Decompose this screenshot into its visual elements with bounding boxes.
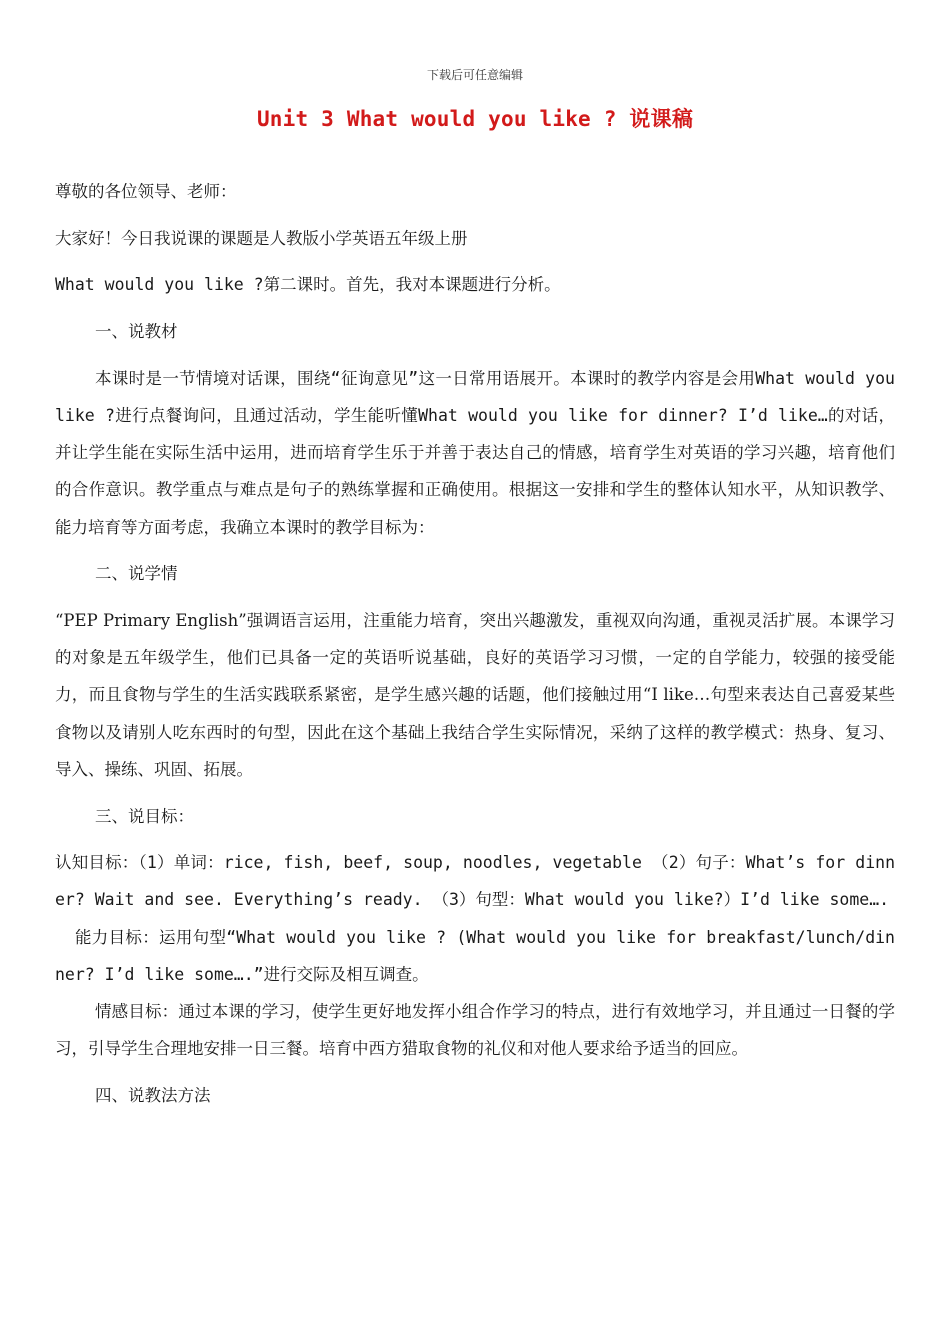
intro-paragraph-1: 大家好！今日我说课的课题是人教版小学英语五年级上册 — [55, 228, 468, 248]
ability-objective-paragraph: 能力目标：运用句型“What would you like ? (What would you like for breakfast/lunch/dinner? I’d like some….”进行交际及相互调查。 — [55, 927, 895, 984]
header-note: 下载后可任意编辑 — [426, 68, 523, 82]
section-heading-students: 二、说学情 — [95, 564, 178, 584]
emotion-objective-paragraph: 情感目标：通过本课的学习，使学生更好地发挥小组合作学习的特点，进行有效地学习，并且通过一日餐的学习，引导学生合理地安排一日三餐。培育中西方猎取食物的礼仪和对他人要求给予适当的回应。 — [55, 1002, 895, 1059]
cognitive-objective-paragraph: 认知目标：（1）单词：rice, fish, beef, soup, noodles, vegetable （2）句子：What’s for dinner? Wait and see. Everything’s ready. （3）句型：What would you like?）I’d like some…. — [55, 853, 895, 910]
section-heading-objectives: 三、说目标： — [95, 806, 194, 826]
document-body — [55, 173, 895, 1114]
intro-paragraph-2: What would you like ?第二课时。首先，我对本课题进行分析。 — [55, 275, 561, 295]
section-heading-methods: 四、说教法方法 — [95, 1085, 211, 1105]
materials-paragraph: 本课时是一节情境对话课，围绕“征询意见”这一日常用语展开。本课时的教学内容是会用What would you like ?进行点餐询问，且通过活动，学生能听懂What would you like for dinner? I’d like…的对话，并让学生能在实际生活中运用，进而培育学生乐于并善于表达自己的情感，培育学生对英语的学习兴趣，培育他们的合作意识。教学重点与难点是句子的熟练掌握和正确使用。根据这一安排和学生的整体认知水平，从知识教学、能力培育等方面考虑，我确立本课时的教学目标为： — [55, 368, 895, 537]
page-title: Unit 3 What would you like ? 说课稿 — [256, 107, 694, 131]
greeting-paragraph: 尊敬的各位领导、老师： — [55, 182, 237, 201]
students-paragraph: “PEP Primary English”强调语言运用，注重能力培育，突出兴趣激发，重视双向沟通，重视灵活扩展。本课学习的对象是五年级学生，他们已具备一定的英语听说基础，良好的英语学习习惯，一定的自学能力，较强的接受能力，而且食物与学生的生活实践联系紧密，是学生感兴趣的话题，他们接触过用“I like…句型来表达自己喜爱某些食物以及请别人吃东西时的句型，因此在这个基础上我结合学生实际情况，采纳了这样的教学模式：热身、复习、导入、操练、巩固、拓展。 — [55, 611, 895, 779]
section-heading-materials: 一、说教材 — [95, 322, 178, 342]
